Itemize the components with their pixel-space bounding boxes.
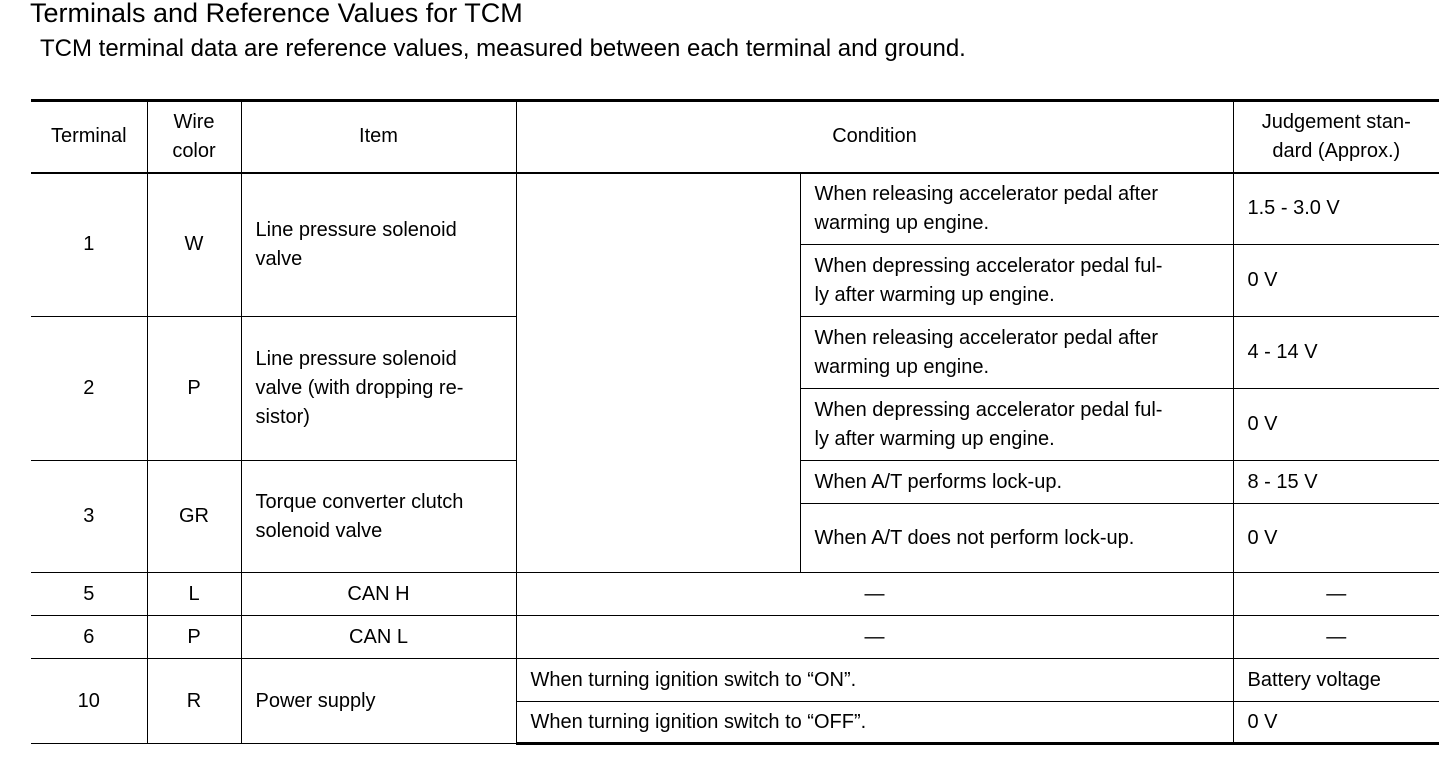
wire-color-cell: GR (147, 461, 241, 573)
table-row (31, 173, 1439, 245)
item-cell: Power supply (241, 659, 516, 744)
table-row (31, 573, 1439, 616)
table-row (31, 659, 1439, 702)
terminal-cell: 2 (31, 317, 147, 461)
value-cell: 0 V (1233, 245, 1439, 317)
condition-cell: — (516, 616, 1233, 659)
item-cell: CAN L (241, 616, 516, 659)
item-cell: Line pressure solenoid valve (241, 173, 516, 317)
table-header-row (31, 101, 1439, 173)
terminal-cell: 10 (31, 659, 147, 744)
condition-cell: When turning ignition switch to “OFF”. (516, 702, 1233, 744)
condition-cell: When turning ignition switch to “ON”. (516, 659, 1233, 702)
header-condition: Condition (516, 101, 1233, 173)
value-cell: Battery voltage (1233, 659, 1439, 702)
condition-cell: — (516, 573, 1233, 616)
value-cell: 0 V (1233, 702, 1439, 744)
condition-cell: When releasing accelerator pedal after warming up engine. (800, 317, 1233, 389)
header-judgement: Judgement stan- dard (Approx.) (1233, 101, 1439, 173)
value-cell: 4 - 14 V (1233, 317, 1439, 389)
value-cell: 0 V (1233, 389, 1439, 461)
wire-color-cell: W (147, 173, 241, 317)
header-item: Item (241, 101, 516, 173)
terminal-cell: 6 (31, 616, 147, 659)
header-wire-color: Wire color (147, 101, 241, 173)
header-terminal: Terminal (31, 101, 147, 173)
value-cell: — (1233, 573, 1439, 616)
wire-color-cell: P (147, 616, 241, 659)
condition-cell: When depressing accelerator pedal ful- ly after warming up engine. (800, 389, 1233, 461)
condition-cell: When depressing accelerator pedal ful- ly after warming up engine. (800, 245, 1233, 317)
table-row (31, 616, 1439, 659)
condition-cell: When A/T does not perform lock-up. (800, 504, 1233, 573)
value-cell: 1.5 - 3.0 V (1233, 173, 1439, 245)
condition-blank-cell (516, 173, 800, 573)
page-title: Terminals and Reference Values for TCM (30, 0, 523, 28)
item-cell: CAN H (241, 573, 516, 616)
item-cell: Line pressure solenoid valve (with dropping re- sistor) (241, 317, 516, 461)
terminal-cell: 1 (31, 173, 147, 317)
terminal-cell: 3 (31, 461, 147, 573)
terminal-cell: 5 (31, 573, 147, 616)
terminal-reference-table (31, 99, 1439, 745)
value-cell: 0 V (1233, 504, 1439, 573)
page-subtitle: TCM terminal data are reference values, measured between each terminal and ground. (40, 35, 966, 62)
condition-cell: When releasing accelerator pedal after warming up engine. (800, 173, 1233, 245)
value-cell: 8 - 15 V (1233, 461, 1439, 504)
condition-cell: When A/T performs lock-up. (800, 461, 1233, 504)
item-cell: Torque converter clutch solenoid valve (241, 461, 516, 573)
wire-color-cell: R (147, 659, 241, 744)
wire-color-cell: L (147, 573, 241, 616)
wire-color-cell: P (147, 317, 241, 461)
value-cell: — (1233, 616, 1439, 659)
